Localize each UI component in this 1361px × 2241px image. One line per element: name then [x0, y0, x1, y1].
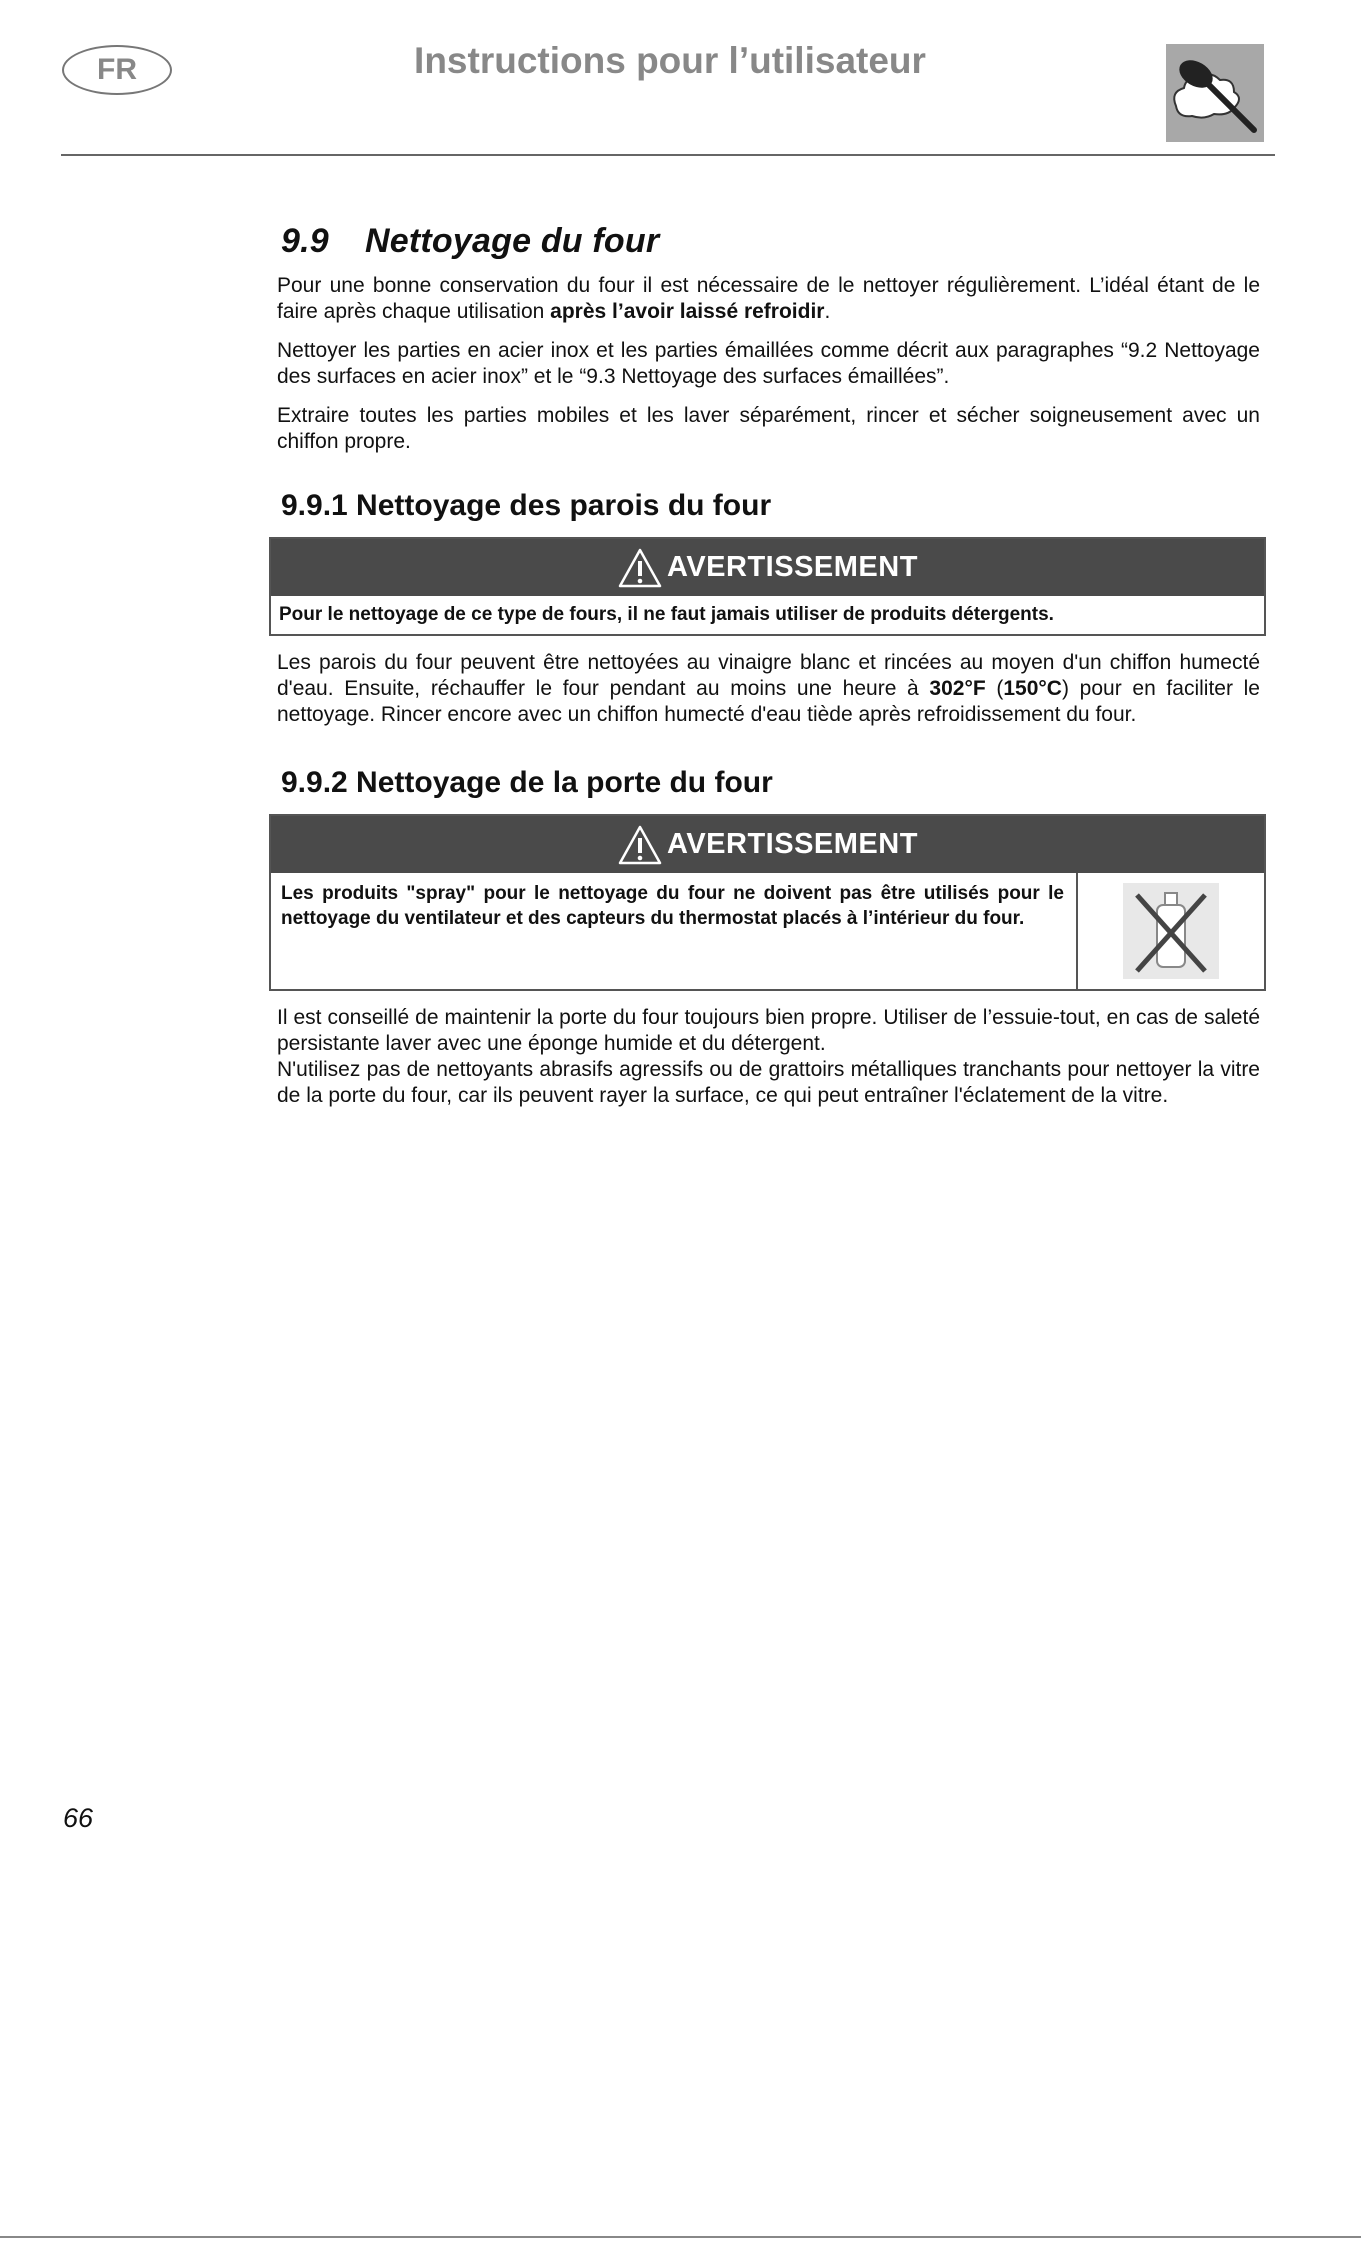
paragraph-end: . — [824, 300, 831, 323]
paragraph: N'utilisez pas de nettoyants abrasifs agressifs ou de grattoirs métalliques tranchants pour nettoyer la vitre de la porte du four, car ils peuvent rayer la surface, ce qui peut entraîner l'éclatement de la vitre. — [277, 1058, 1260, 1107]
warning-text: Les produits "spray" pour le nettoyage du four ne doivent pas être utilisés pour le nettoyage du ventilateur et des capteurs du thermostat placés à l’intérieur du four. — [271, 873, 1078, 989]
warning-label: AVERTISSEMENT — [667, 551, 918, 583]
warning-header — [271, 816, 1264, 873]
warning-triangle-icon — [617, 824, 663, 866]
temperature-f: 302°F — [929, 677, 986, 700]
paragraph: Il est conseillé de maintenir la porte du four toujours bien propre. Utiliser de l’essuie-tout, en cas de saleté persistante laver avec une éponge humide et du détergent. — [277, 1006, 1260, 1055]
paragraph-text: Pour une bonne conservation du four il est nécessaire de le nettoyer régulièrement. L’idéal étant de le faire après chaque utilisation — [277, 274, 1260, 323]
section-title: Nettoyage du four — [365, 222, 660, 260]
subsection-heading: 9.9.2 Nettoyage de la porte du four — [281, 766, 773, 799]
paragraph: Nettoyer les parties en acier inox et les parties émaillées comme décrit aux paragraphes “9.2 Nettoyage des surfaces en acier inox” et le “9.3 Nettoyage des surfaces émaillées”. — [277, 339, 1260, 388]
warning-content — [271, 873, 1264, 989]
warning-triangle-icon — [617, 547, 663, 589]
section-heading — [281, 222, 1274, 261]
paragraph-bold: après l’avoir laissé refroidir — [550, 300, 825, 323]
bottom-rule — [0, 2236, 1361, 2238]
paragraph-text: ( — [985, 677, 1004, 700]
main-content — [277, 222, 1274, 1122]
paragraph — [277, 273, 1274, 325]
language-badge: FR — [62, 45, 172, 95]
paragraph — [277, 650, 1274, 728]
warning-header — [271, 539, 1264, 596]
warning-label: AVERTISSEMENT — [667, 828, 918, 860]
paragraph: Extraire toutes les parties mobiles et les laver séparément, rincer et sécher soigneusement avec un chiffon propre. — [277, 404, 1260, 453]
subsection-heading: 9.9.1 Nettoyage des parois du four — [281, 489, 772, 522]
warning-box — [269, 814, 1266, 991]
warning-box — [269, 537, 1266, 636]
document-title: Instructions pour l’utilisateur — [414, 40, 926, 81]
page-number: 66 — [63, 1803, 94, 1833]
chef-spoon-icon — [1166, 44, 1264, 142]
temperature-c: 150°C — [1003, 677, 1062, 700]
header-rule — [61, 154, 1275, 156]
warning-text: Pour le nettoyage de ce type de fours, il ne faut jamais utiliser de produits détergents. — [279, 604, 1054, 625]
paragraph-text: ) pour en faciliter le nettoyage. Rincer encore avec un chiffon humecté d'eau tiède après refroidissement du four. — [277, 677, 1260, 726]
section-number: 9.9 — [281, 222, 329, 260]
paragraph-text: Les parois du four peuvent être nettoyées au vinaigre blanc et rincées au moyen d'un chiffon humecté d'eau. Ensuite, réchauffer le four pendant au moins une heure à — [277, 651, 1260, 700]
no-spray-icon — [1078, 873, 1264, 989]
